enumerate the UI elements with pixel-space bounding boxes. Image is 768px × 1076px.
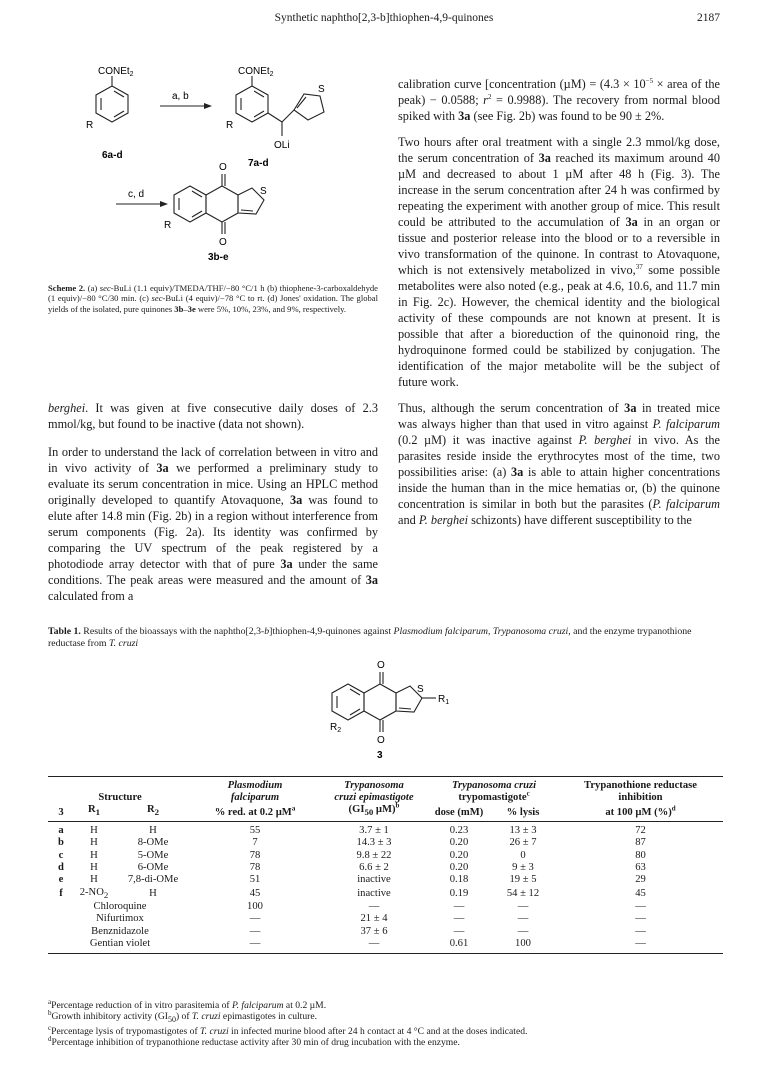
table-caption-label: Table 1.: [48, 626, 81, 637]
header-lysis: % lysis: [488, 804, 558, 821]
header-trypano-1: Trypanosoma: [344, 780, 404, 791]
r-label-3: R: [164, 220, 172, 231]
table-row-reference: Gentian violet — — 0.61 100 —: [48, 938, 723, 953]
header-reductase-1: Trypanothione reductase: [584, 780, 697, 791]
footnote-c: $^c$Percentage lysis of trypomastigotes of T. cruzi in infected murine blood after 24 h contact at 4 °C and at the doses indicated.: [48, 1023, 528, 1037]
table-footnotes: [48, 997, 728, 1049]
benzamide-structure: [96, 76, 128, 122]
r-label-6: R: [86, 120, 94, 131]
table-row: f $2-NO_2$ H 45 inactive 0.19 54 ± 12 45: [59, 886, 646, 900]
structure-r1: $R_1$: [438, 694, 450, 706]
header-trypano-3: ($GI_{50}$ µM)$^b$: [318, 804, 430, 821]
page-number: 2187: [697, 12, 720, 24]
table-row-reference: Benznidazole — 37 ± 6 — — —: [91, 925, 646, 937]
table-general-structure: [300, 650, 470, 760]
structure-s: S: [417, 684, 424, 695]
table-row: e H 7,8-di-OMe 51 inactive 0.18 19 ± 5 29: [58, 874, 646, 886]
scheme-caption-label: Scheme 2.: [48, 283, 86, 293]
header-tryp-cruzi-2: trypomastigote$^c$: [458, 789, 530, 804]
right-column: [398, 76, 720, 528]
header-reductase-3: at 100 µM (%)$^d$: [558, 804, 723, 821]
table-row-reference: Nifurtimox — 21 ± 4 — — —: [96, 913, 646, 925]
compound-7-label: 7a-d: [248, 158, 269, 169]
s-label-3: S: [260, 186, 267, 197]
conet2-label-7: CONEt$_2$: [238, 66, 274, 78]
footnote-d: $^d$Percentage inhibition of trypanothione reductase activity after 30 min of drug incubation with the enzyme.: [48, 1034, 460, 1049]
structure-r2: $R_2$: [330, 722, 342, 734]
r-label-7: R: [226, 120, 234, 131]
table-row: a H H 55 3.7 ± 1 0.23 13 ± 3 72: [58, 824, 646, 836]
left-column: [48, 400, 378, 604]
table-row: d H 6-OMe 78 6.6 ± 2 0.20 9 ± 3 63: [58, 861, 646, 873]
structure-number: 3: [377, 750, 383, 760]
structure-o-bottom: O: [377, 735, 385, 746]
table-caption: Table 1. Results of the bioassays with the naphtho[2,3-b]thiophen-4,9-quinones against Plasmodium falciparum, Trypanosoma cruzi, and the enzyme trypanothione reductase from T. cruzi: [48, 626, 692, 649]
o-top-label: O: [219, 162, 227, 173]
step-ab-label: a, b: [172, 91, 189, 102]
arrowhead-ab: [204, 103, 212, 109]
compound-3-label: 3b-e: [208, 252, 229, 263]
running-title: Synthetic naphtho[2,3-b]thiophen-4,9-quinones: [274, 12, 494, 24]
header-r1: $R_1$: [74, 804, 114, 821]
scheme-2-drawing: [42, 44, 382, 294]
conet2-label-6: CONEt$_2$: [98, 66, 134, 78]
header-trypano-2: cruzi epimastigote: [334, 792, 414, 804]
arrowhead-cd: [160, 201, 168, 207]
table-1: [48, 776, 723, 954]
header-dose: dose (mM): [430, 804, 488, 821]
quinone-structure: [174, 174, 264, 234]
paragraph-serum-study: In order to understand the lack of correlation between in vitro and in vivo activity of 3a we performed a preliminary study to evaluate its serum concentration in mice. Using an HPLC method originally developed to quantify Atovaquone, 3a was found to elute after 14.8 min (Fig. 2b) in a region without interference from serum components (Fig. 2a). Its identity was confirmed by comparing the UV spectrum of the peak registered by a photodiode array detector with that of pure 3a under the same conditions. The peak areas were measured and the amount of 3a calculated from a: [48, 445, 378, 603]
header-r2: $R_2$: [114, 804, 192, 821]
oli-label: OLi: [274, 140, 290, 151]
structure-o-top: O: [377, 660, 385, 671]
header-plasmodium-3: % red. at 0.2 µM$^a$: [192, 804, 318, 821]
header-plasmodium-1: Plasmodium: [227, 780, 283, 791]
paragraph-oral-treatment: Two hours after oral treatment with a single 2.3 mmol/kg dose, the serum concentration of 3a reached its maximum around 40 µM and decreased to about 1 µM after 48 h (Fig. 3). The increase in the serum concentration after 24 h was confirmed by repeating the experiment with another group of mice. This result could be attributed to the accumulation of 3a in an organ or tissue and posterior release into the blood or to a reversible in vivo transformation of the quinone. In contrast to Atovaquone, which is not extensively metabolized in vivo,$^{37}$ some possible metabolites were also noted (e.g., peak at 4.6, 10.6, and 11.7 min in Fig. 2c). However, the chemical identity and the biological activity of these compounds are not known at present. It is possible that after a bioreduction of the quinonoid ring, the hydroquinone formed could be stabilized by conjugation. The identification of the major metabolite will be the subject of future work.: [398, 135, 720, 389]
scheme-caption: Scheme 2. (a) sec-BuLi (1.1 equiv)/TMEDA/THF/−80 °C/1 h (b) thiophene-3-carboxaldehyde (1 equiv)/−80 °C/30 min. (c) sec-BuLi (4 equiv)/−78 °C to rt. (d) Jones' oxidation. The global yields of the isolated, pure quinones 3b–3e were 5%, 10%, 23%, and 9%, respectively.: [48, 283, 378, 314]
header-tryp-cruzi-1: Trypanosoma cruzi: [451, 780, 537, 791]
paragraph-conclusion: Thus, although the serum concentration of 3a in treated mice was always higher than that used in vitro against P. falciparum (0.2 µM) it was inactive against P. berghei in vivo. As the parasites reside inside the erythrocytes most of the time, two possibilities arise: (a) 3a is able to attain higher concentrations inside the human than in the mice hematias or, (b) the quinone concentration is similar in both but the parasites (P. falciparum and P. berghei schizonts) have different susceptibility to the: [398, 401, 721, 527]
table-row: b H 8-OMe 7 14.3 ± 3 0.20 26 ± 7 87: [58, 837, 646, 849]
header-col3: 3: [48, 804, 74, 821]
header-plasmodium-2: falciparum: [230, 792, 280, 804]
compound-6-label: 6a-d: [102, 150, 123, 161]
footnote-b: $^b$Growth inhibitory activity $(GI_{50})$ of T. cruzi epimastigotes in culture.: [48, 1009, 317, 1025]
header-reductase-2: inhibition: [618, 792, 663, 804]
alkoxide-structure: [236, 76, 324, 136]
step-cd-label: c, d: [128, 189, 145, 200]
header-structure: Structure: [98, 792, 142, 804]
s-label-7: S: [318, 84, 325, 95]
citation-37[interactable]: 37: [635, 262, 643, 271]
o-bottom-label: O: [219, 237, 227, 248]
table-row-reference: Chloroquine 100 — — — —: [93, 901, 646, 913]
footnote-a: $^a$Percentage reduction of in vitro parasitemia of P. falciparum at 0.2 µM.: [48, 997, 327, 1011]
paragraph-berghei: berghei. It was given at five consecutive daily doses of 2.3 mmol/kg, but found to be inactive (data not shown).: [48, 401, 378, 431]
table-row: c H 5-OMe 78 9.8 ± 22 0.20 0 80: [58, 849, 646, 861]
paragraph-calibration: calibration curve [concentration $(\mu M) = (4.3 \times 10^{-5}$ × area of the peak) − 0.0588; $r^2 = 0.9988$). The recovery from normal blood spiked with 3a (see Fig. 2b) was found to be 90 ± 2%.: [398, 76, 721, 123]
table-body: [48, 821, 723, 953]
